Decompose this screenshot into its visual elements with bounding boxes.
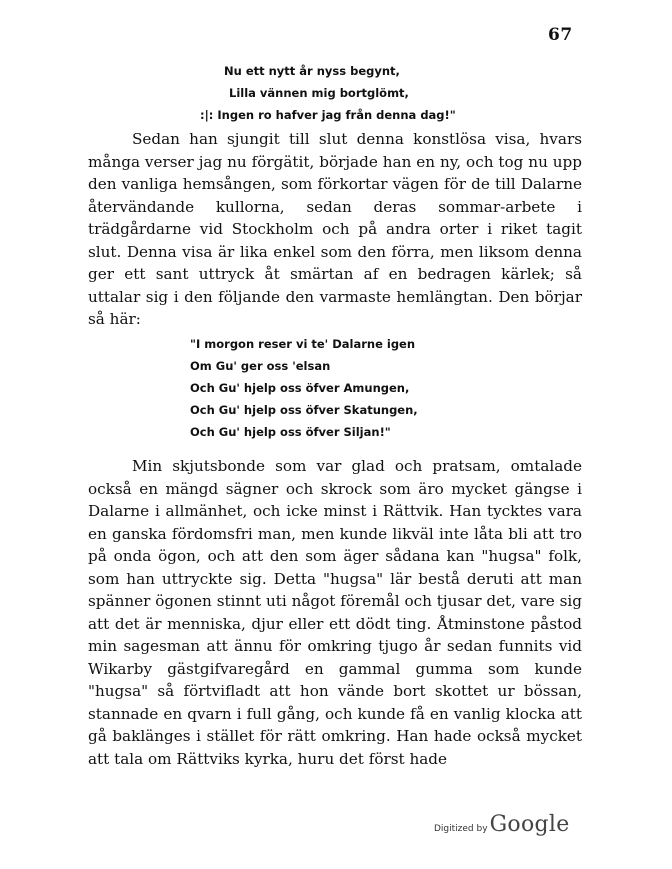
digitized-by-footer [434, 812, 570, 837]
verse-line: Lilla vännen mig bortglömt, [229, 86, 409, 100]
verse-line: Och Gu' hjelp oss öfver Siljan!" [190, 425, 391, 439]
body-paragraph-1: Sedan han sjungit till slut denna konstlösa visa, hvars många verser jag nu förgätit, började han en ny, och tog nu upp den vanliga hemsången, som förkortar vägen för de till Dalarne återvändande kullorna, sedan deras sommar-arbete i trädgårdarne vid Stockholm och på andra orter i riket tagit slut. Denna visa är lika enkel som den förra, men liksom denna ger ett sant uttryck åt smärtan af en bedragen kärlek; så uttalar sig i den följande den varmaste hemlängtan. Den börjar så här: [88, 130, 582, 328]
verse-block-2 [190, 333, 530, 443]
verse-line: :|: Ingen ro hafver jag från denna dag!" [200, 108, 456, 122]
verse-line: Och Gu' hjelp oss öfver Amungen, [190, 381, 410, 395]
verse-line: Om Gu' ger oss 'elsan [190, 359, 331, 373]
verse-line: Nu ett nytt år nyss begynt, [224, 64, 400, 78]
verse-line: "I morgon reser vi te' Dalarne igen [190, 337, 416, 351]
body-paragraph-2: Min skjutsbonde som var glad och pratsam, omtalade också en mängd sägner och skrock som äro mycket gängse i Dalarne i allmänhet, och icke minst i Rättvik. Han tycktes vara en ganska fördomsfri man, men kunde likväl inte låta bli att tro på onda ögon, och att den som äger sådana kan "hugsa" folk, som han uttryckte sig. Detta "hugsa" lär bestå deruti att man spänner ögonen stinnt uti något föremål och tjusar det, vare sig att det är menniska, djur eller ett dödt ting. Åtminstone påstod min sagesman att ännu för omkring tjugo år sedan funnits vid Wikarby gästgifvaregård en gammal gumma som kunde "hugsa" så förtvifladt att hon vände bort skottet ur bössan, stannade en qvarn i full gång, och kunde få en vanlig klocka att gå baklänges i stället för rätt omkring. Han hade också mycket att tala om Rättviks kyrka, huru det först hade [88, 457, 582, 768]
google-logo: Google [489, 812, 570, 837]
verse-block-1 [200, 60, 520, 126]
digitized-by-label: Digitized by [434, 824, 488, 834]
page-number: 67 [548, 25, 573, 45]
verse-line: Och Gu' hjelp oss öfver Skatungen, [190, 403, 418, 417]
